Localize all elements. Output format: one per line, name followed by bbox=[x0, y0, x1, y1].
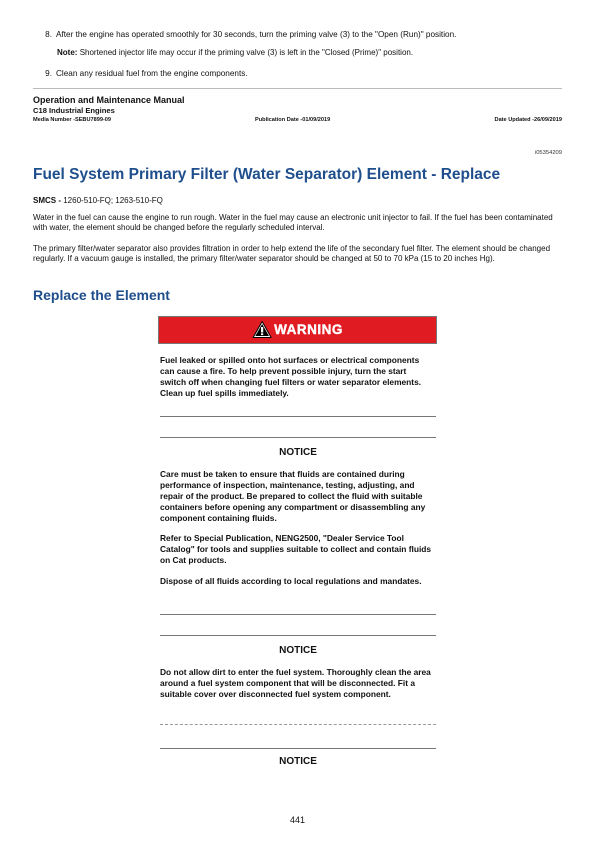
manual-title: Operation and Maintenance Manual bbox=[33, 95, 185, 105]
smcs-codes bbox=[33, 196, 163, 206]
step-text: After the engine has operated smoothly for 30 seconds, turn the priming valve (3) to the "Open (Run)" position. bbox=[56, 30, 457, 39]
note-label: Note: bbox=[57, 48, 78, 57]
header-divider bbox=[33, 88, 562, 89]
notice-heading: NOTICE bbox=[279, 645, 317, 656]
notice-heading: NOTICE bbox=[279, 447, 317, 458]
page-number: 441 bbox=[289, 815, 306, 825]
warning-triangle-icon bbox=[252, 321, 271, 338]
notice-paragraph: Refer to Special Publication, NENG2500, "Dealer Service Tool Catalog" for tools and supplies suitable to collect and contain fluids on Cat products. bbox=[160, 533, 432, 565]
smcs-label: SMCS - bbox=[33, 196, 61, 205]
paragraph-water: Water in the fuel can cause the engine to run rough. Water in the fuel may cause an electronic unit injector to fail. If the fuel has been contaminated with water, the element should be changed before the regularly scheduled interval. bbox=[33, 213, 553, 232]
publication-date: Publication Date -01/09/2019 bbox=[255, 117, 331, 123]
note-text: Shortened injector life may occur if the priming valve (3) is left in the "Closed (Prime)" position. bbox=[79, 48, 414, 57]
notice-paragraph: Do not allow dirt to enter the fuel system. Thoroughly clean the area around a fuel system component that will be disconnected. Fit a suitable cover over disconnected fuel system component. bbox=[160, 667, 431, 699]
notice-paragraph: Care must be taken to ensure that fluids are contained during performance of inspection, maintenance, testing, adjusting, and repair of the product. Be prepared to collect the fluid with suitable containers before opening any compartment or disassembling any component containing fluids. bbox=[160, 469, 426, 523]
notice-paragraph: Dispose of all fluids according to local regulations and mandates. bbox=[160, 576, 422, 586]
notice-bottom-rule bbox=[160, 614, 436, 615]
smcs-values: 1260-510-FQ; 1263-510-FQ bbox=[63, 196, 163, 205]
notice-top-rule bbox=[160, 635, 436, 636]
step-note bbox=[57, 48, 413, 57]
date-updated: Date Updated -26/09/2019 bbox=[494, 117, 562, 123]
document-id: i05354209 bbox=[534, 150, 562, 156]
warning-text: Fuel leaked or spilled onto hot surfaces or electrical components can cause a fire. To help prevent possible injury, turn the start switch off when changing fuel filters or water separator elements. Clean up fuel spills immediately. bbox=[160, 355, 422, 398]
notice-top-rule bbox=[160, 437, 436, 438]
media-number: Media Number -SEBU7899-09 bbox=[33, 117, 112, 123]
notice-heading: NOTICE bbox=[279, 756, 317, 767]
warning-banner bbox=[158, 316, 437, 344]
manual-subtitle: C18 Industrial Engines bbox=[33, 106, 115, 115]
step-number: 9. bbox=[45, 69, 52, 78]
step-number: 8. bbox=[45, 30, 52, 39]
page-title: Fuel System Primary Filter (Water Separator) Element - Replace bbox=[33, 166, 501, 183]
warning-bottom-rule bbox=[160, 416, 436, 417]
section-heading: Replace the Element bbox=[33, 287, 170, 303]
notice-bottom-rule bbox=[160, 724, 436, 725]
notice-top-rule bbox=[160, 748, 436, 749]
step-text: Clean any residual fuel from the engine components. bbox=[56, 69, 248, 78]
paragraph-filtration: The primary filter/water separator also provides filtration in order to help extend the life of the secondary fuel filter. The element should be changed regularly. If a vacuum gauge is installed, the primary filter/water separator should be changed at 50 to 70 kPa (15 to 20 inches Hg). bbox=[33, 244, 551, 263]
warning-label: WARNING bbox=[274, 322, 343, 337]
